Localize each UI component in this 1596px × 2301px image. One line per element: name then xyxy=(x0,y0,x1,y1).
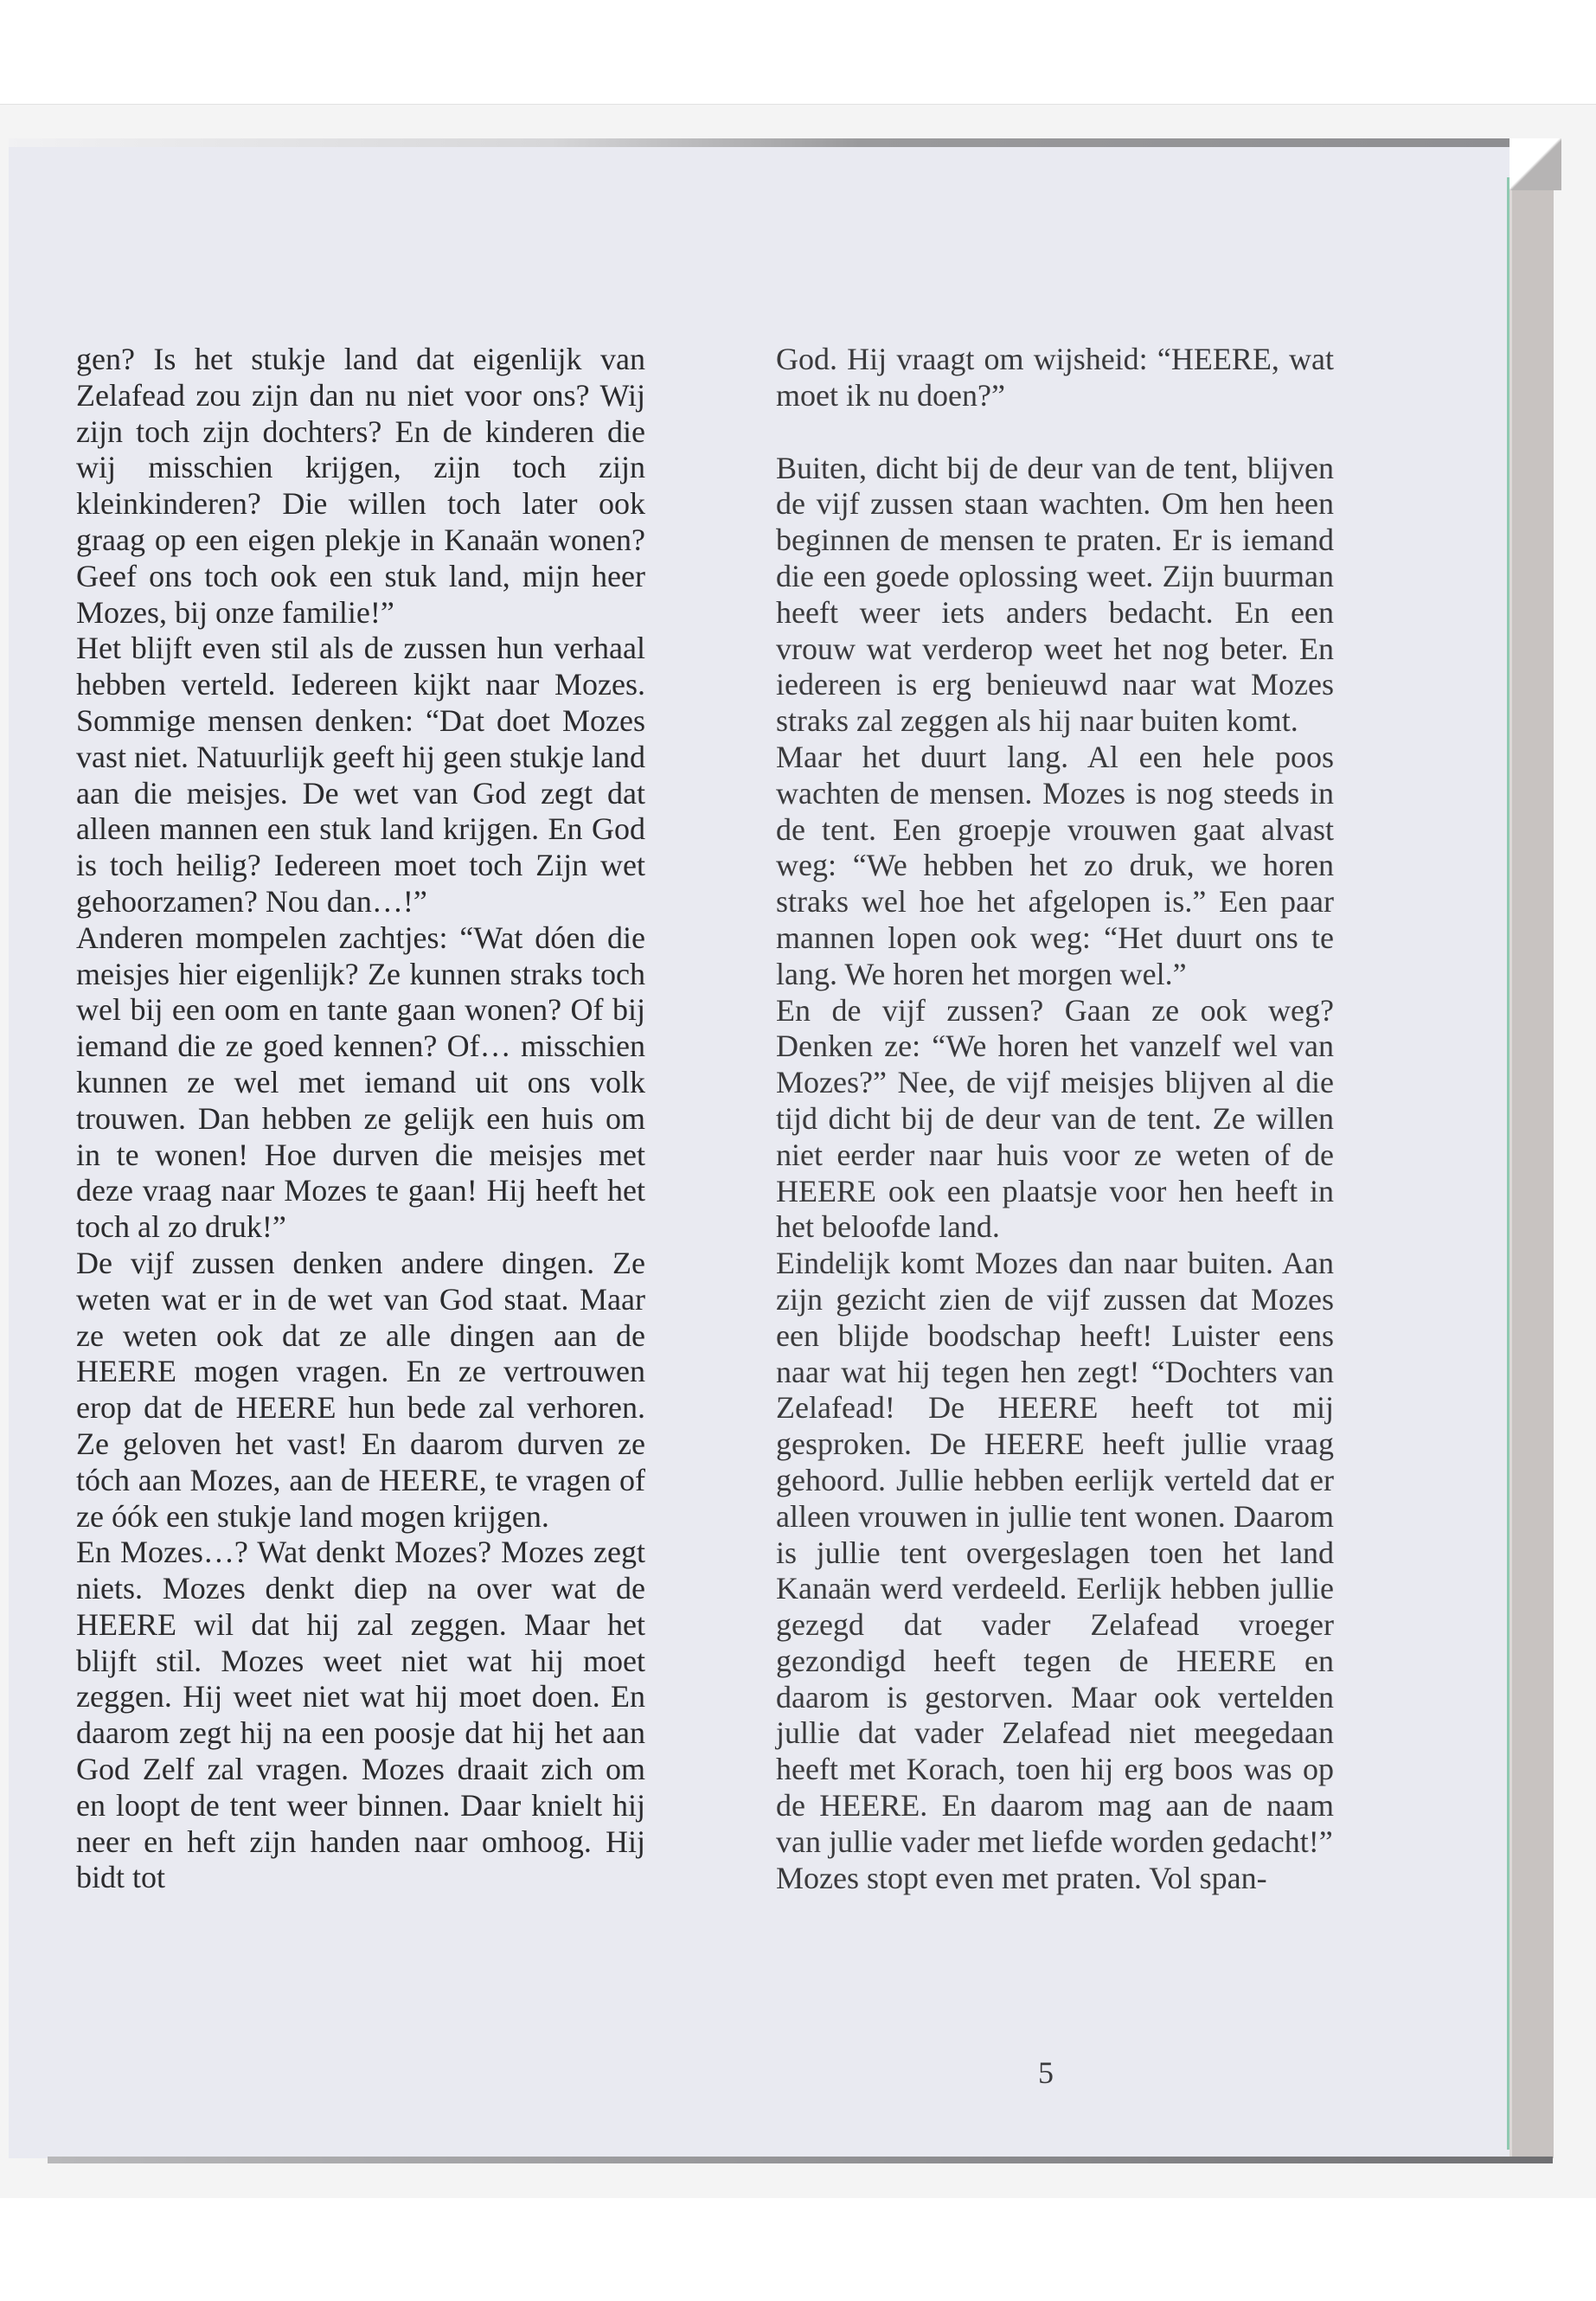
paragraph: Mozes stopt even met praten. Vol span- xyxy=(776,1860,1267,1895)
paragraph: Anderen mompelen zachtjes: “Wat dóen die meisjes hier eigenlijk? Ze kunnen straks toch wel bij een oom en tante gaan wonen? Of bij iemand die ze goed kennen? Of… misschien kunnen ze wel met iemand uit ons volk trouwen. Dan hebben ze gelijk een huis om in te wonen! Hoe durven die meisjes met deze vraag naar Mozes te gaan! Hij heeft het toch al zo druk!” xyxy=(76,920,645,1245)
page-bottom-edge xyxy=(48,2157,1553,2163)
paragraph: God. Hij vraagt om wijsheid: “HEERE, wat moet ik nu doen?” xyxy=(776,342,1334,413)
page-number: 5 xyxy=(1038,2055,1054,2090)
paragraph: En Mozes…? Wat denkt Mozes? Mozes zegt niets. Mozes denkt diep na over wat de HEERE wil dat hij zal zeggen. Maar het blijft stil. Mozes weet niet wat hij moet zeggen. Hij weet niet wat hij moet doen. En daarom zegt hij na een poosje dat hij het aan God Zelf zal vragen. Mozes draait zich om en loopt de tent weer binnen. Daar knielt hij neer en heft zijn handen naar omhoog. Hij bidt tot xyxy=(76,1535,645,1895)
book-cover-edge xyxy=(1509,151,1554,2158)
paragraph: Maar het duurt lang. Al een hele poos wachten de mensen. Mozes is nog steeds in de tent. Een groepje vrouwen gaat alvast weg: “We hebben het zo druk, we horen straks wel hoe het afgelopen is.” Een paar mannen lopen ook weg: “Het duurt ons te lang. We horen het morgen wel.” xyxy=(776,739,1334,991)
right-text-column xyxy=(776,342,1334,1896)
paragraph: En de vijf zussen? Gaan ze ook weg? Denken ze: “We horen het vanzelf wel van Mozes?” Nee, de vijf meisjes blijven al die tijd dicht bij de deur van de tent. Ze willen niet eerder naar huis voor ze weten of de HEERE ook een plaatsje voor hen heeft in het beloofde land. xyxy=(776,992,1334,1245)
paragraph: gen? Is het stukje land dat eigenlijk van Zelafead zou zijn dan nu niet voor ons? Wij zijn toch zijn dochters? En de kinderen die wij misschien krijgen, zijn toch zijn kleinkinderen? Die willen toch later ook graag op een eigen plekje in Kanaän wonen? Geef ons toch ook een stuk land, mijn heer Mozes, bij onze familie!” xyxy=(76,342,645,630)
page-corner xyxy=(1509,138,1561,190)
paragraph: Eindelijk komt Mozes dan naar buiten. Aan zijn gezicht zien de vijf zussen dat Mozes een blijde boodschap heeft! Luister eens naar wat hij tegen hen zegt! “Dochters van Zelafead! De HEERE heeft tot mij gesproken. De HEERE heeft jullie vraag gehoord. Jullie hebben eerlijk verteld dat er alleen vrouwen in jullie tent wonen. Daarom is jullie tent overgeslagen toen het land Kanaän werd verdeeld. Eerlijk hebben jullie gezegd dat vader Zelafead vroeger gezondigd heeft tegen de HEERE en daarom is gestorven. Maar ook vertelden jullie dat vader Zelafead niet meegedaan heeft met Korach, toen hij erg boos was op de HEERE. En daarom mag aan de naam van jullie vader met liefde worden gedacht!” xyxy=(776,1246,1334,1859)
paragraph: Buiten, dicht bij de deur van de tent, blijven de vijf zussen staan wachten. Om hen heen beginnen de mensen te praten. Er is iemand die een goede oplossing weet. Zijn buurman heeft weer iets anders bedacht. En een vrouw wat verderop weet het nog beter. En iedereen is erg benieuwd naar wat Mozes straks zal zeggen als hij naar buiten komt. xyxy=(776,450,1334,739)
paragraph: Het blijft even stil als de zussen hun verhaal hebben verteld. Iedereen kijkt naar Mozes. Sommige mensen denken: “Dat doet Mozes vast niet. Natuurlijk geeft hij geen stukje land aan die meisjes. De wet van God zegt dat alleen mannen een stuk land krijgen. En God is toch heilig? Iedereen moet toch Zijn wet gehoorzamen? Nou dan…!” xyxy=(76,631,645,919)
left-text-column xyxy=(76,342,645,1896)
paragraph-spacer xyxy=(776,414,1334,451)
paragraph: De vijf zussen denken andere dingen. Ze weten wat er in de wet van God staat. Maar ze weten ook dat ze alle dingen aan de HEERE mogen vragen. En ze vertrouwen erop dat de HEERE hun bede zal verhoren. Ze geloven het vast! En daarom durven ze tóch aan Mozes, aan de HEERE, te vragen of ze óók een stukje land mogen krijgen. xyxy=(76,1245,645,1534)
